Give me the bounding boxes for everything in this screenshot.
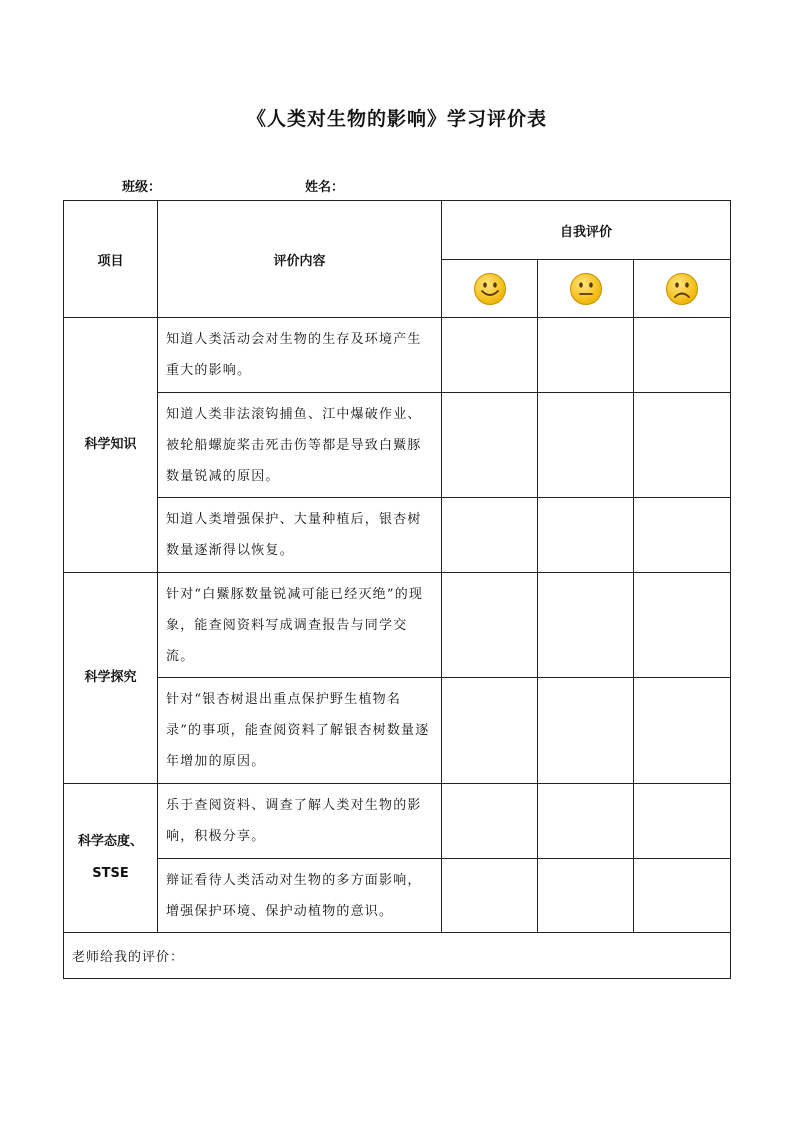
criterion-text: 知道人类增强保护、大量种植后，银杏树数量逐渐得以恢复。 <box>158 498 442 573</box>
neutral-face-icon <box>569 272 603 306</box>
rating-cell-frown[interactable] <box>634 784 731 859</box>
rating-cell-neutral[interactable] <box>538 784 634 859</box>
rating-cell-smile[interactable] <box>442 784 538 859</box>
criterion-text: 辩证看待人类活动对生物的多方面影响，增强保护环境、保护动植物的意识。 <box>158 859 442 933</box>
page-title: 《人类对生物的影响》学习评价表 <box>246 108 547 130</box>
frown-face-icon <box>665 272 699 306</box>
criterion-text: 针对“银杏树退出重点保护野生植物名录”的事项，能查阅资料了解银杏树数量逐年增加的原因。 <box>158 678 442 784</box>
table-row <box>64 393 731 498</box>
rating-cell-neutral[interactable] <box>538 498 634 573</box>
name-label: 姓名： <box>305 180 345 195</box>
table-row <box>64 318 731 393</box>
section-name-inquiry: 科学探究 <box>64 573 158 784</box>
smile-face-icon <box>473 272 507 306</box>
face-cell-smile <box>442 260 538 318</box>
section-name-attitude <box>64 784 158 933</box>
section-name-knowledge: 科学知识 <box>64 318 158 573</box>
header-content: 评价内容 <box>158 201 442 318</box>
rating-cell-smile[interactable] <box>442 859 538 933</box>
face-cell-neutral <box>538 260 634 318</box>
rating-cell-smile[interactable] <box>442 573 538 678</box>
header-item: 项目 <box>64 201 158 318</box>
rating-cell-smile[interactable] <box>442 393 538 498</box>
rating-cell-smile[interactable] <box>442 678 538 784</box>
rating-cell-neutral[interactable] <box>538 859 634 933</box>
criterion-text: 针对“白鱀豚数量锐减可能已经灭绝”的现象，能查阅资料写成调查报告与同学交流。 <box>158 573 442 678</box>
header-row <box>64 201 731 260</box>
class-label: 班级： <box>122 180 162 195</box>
rating-cell-neutral[interactable] <box>538 573 634 678</box>
rating-cell-frown[interactable] <box>634 393 731 498</box>
rating-cell-frown[interactable] <box>634 318 731 393</box>
table-row <box>64 859 731 933</box>
rating-cell-neutral[interactable] <box>538 393 634 498</box>
table-row <box>64 678 731 784</box>
section-name-attitude-line1: 科学态度、 <box>77 834 143 849</box>
rating-cell-neutral[interactable] <box>538 318 634 393</box>
rating-cell-frown[interactable] <box>634 573 731 678</box>
rating-cell-frown[interactable] <box>634 859 731 933</box>
rating-cell-smile[interactable] <box>442 318 538 393</box>
section-name-attitude-line2: STSE <box>92 866 129 881</box>
criterion-text: 乐于查阅资料、调查了解人类对生物的影响，积极分享。 <box>158 784 442 859</box>
table-row <box>64 784 731 859</box>
table-row <box>64 498 731 573</box>
face-cell-frown <box>634 260 731 318</box>
header-self-eval: 自我评价 <box>442 201 731 260</box>
criterion-text: 知道人类活动会对生物的生存及环境产生重大的影响。 <box>158 318 442 393</box>
table-row <box>64 573 731 678</box>
evaluation-table <box>63 200 731 979</box>
rating-cell-smile[interactable] <box>442 498 538 573</box>
criterion-text: 知道人类非法滚钩捕鱼、江中爆破作业、被轮船螺旋桨击死击伤等都是导致白鱀豚数量锐减的原因。 <box>158 393 442 498</box>
teacher-eval-row <box>64 933 731 979</box>
teacher-eval-label[interactable]: 老师给我的评价： <box>64 933 731 979</box>
rating-cell-neutral[interactable] <box>538 678 634 784</box>
rating-cell-frown[interactable] <box>634 498 731 573</box>
rating-cell-frown[interactable] <box>634 678 731 784</box>
